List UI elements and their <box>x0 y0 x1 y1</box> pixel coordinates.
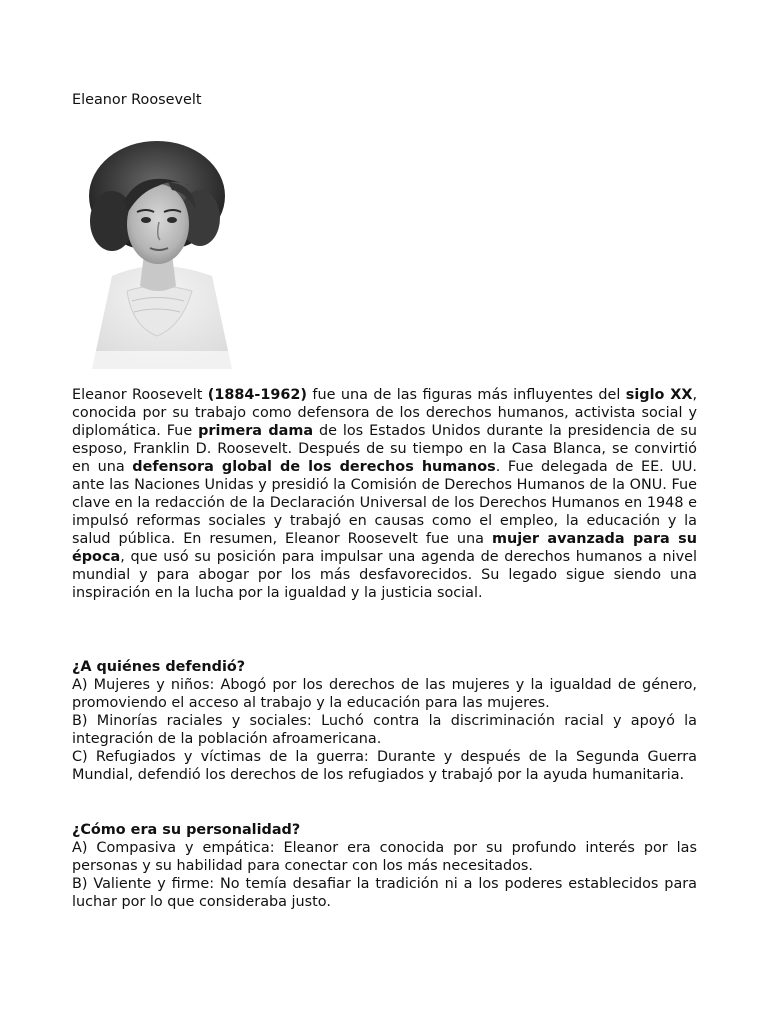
intro-bold-global-defender: defensora global de los derechos humanos <box>132 459 496 475</box>
section-who-defended <box>72 658 697 784</box>
intro-paragraph <box>72 386 697 602</box>
list-item: B) Minorías raciales y sociales: Luchó contra la discriminación racial y apoyó la integración de la población afroamericana. <box>72 713 697 747</box>
intro-text-5: . Fue delegada de EE. UU. ante las Naciones Unidas y presidió la Comisión de Derechos Humanos de la ONU. Fue clave en la redacción de la Declaración Universal de los Derechos Humanos en 1948 e impulsó reformas sociales y trabajó en causas como el empleo, la educación y la salud pública. En resumen, Eleanor Roosevelt fue una <box>72 459 698 547</box>
intro-bold-advanced-woman: mujer avanzada para su época <box>72 531 697 565</box>
intro-text-2: fue una de las figuras más influyentes del <box>307 387 626 403</box>
intro-text-1: Eleanor Roosevelt <box>72 387 208 403</box>
portrait-photo <box>72 126 242 369</box>
list-item: A) Mujeres y niños: Abogó por los derechos de las mujeres y la igualdad de género, promoviendo el acceso al trabajo y la educación para las mujeres. <box>72 677 697 711</box>
intro-bold-first-lady: primera dama <box>198 423 314 439</box>
intro-text-3: , conocida por su trabajo como defensora de los derechos humanos, activista social y diplomática. Fue <box>72 387 698 439</box>
document-title: Eleanor Roosevelt <box>72 92 202 108</box>
section-heading: ¿Cómo era su personalidad? <box>72 822 301 838</box>
section-personality <box>72 821 697 911</box>
list-item: A) Compasiva y empática: Eleanor era conocida por su profundo interés por las personas y su habilidad para conectar con los más necesitados. <box>72 840 697 874</box>
intro-bold-century: siglo XX <box>625 387 693 403</box>
list-item: B) Valiente y firme: No temía desafiar la tradición ni a los poderes establecidos para luchar por lo que consideraba justo. <box>72 876 697 910</box>
intro-text-4: de los Estados Unidos durante la presidencia de su esposo, Franklin D. Roosevelt. Después de su tiempo en la Casa Blanca, se convirtió en una <box>72 423 697 475</box>
section-heading: ¿A quiénes defendió? <box>72 659 246 675</box>
intro-text-6: , que usó su posición para impulsar una agenda de derechos humanos a nivel mundial y para abogar por los más desfavorecidos. Su legado sigue siendo una inspiración en la lucha por la igualdad y la justicia social. <box>72 549 697 601</box>
intro-bold-years: (1884-1962) <box>207 387 307 403</box>
list-item: C) Refugiados y víctimas de la guerra: Durante y después de la Segunda Guerra Mundial, defendió los derechos de los refugiados y trabajó por la ayuda humanitaria. <box>72 749 697 783</box>
